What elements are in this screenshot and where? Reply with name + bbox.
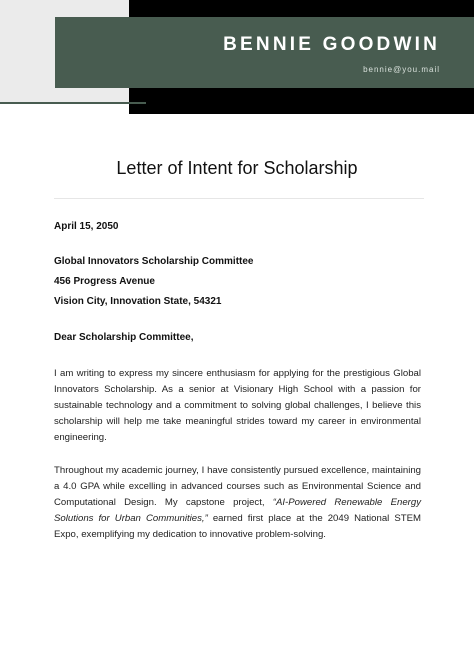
sender-email: bennie@you.mail [363,65,440,74]
recipient-line-1: Global Innovators Scholarship Committee [54,256,254,267]
paragraph-2-text-start: Throughout my academic journey, I have consistently pursued excellence, maintaining a 4.0 GPA while excelling in advanced courses such as Environmental Science and Computational Design. My capstone project, [54,465,421,508]
salutation: Dear Scholarship Committee, [54,332,194,343]
letter-title: Letter of Intent for Scholarship [116,158,358,178]
header-accent-rule [0,102,146,104]
letter-date: April 15, 2050 [54,221,119,232]
recipient-line-2: 456 Progress Avenue [54,276,155,287]
sender-name: BENNIE GOODWIN [223,34,440,55]
recipient-line-3: Vision City, Innovation State, 54321 [54,296,222,307]
body-paragraph-1: I am writing to express my sincere enthusiasm for applying for the prestigious Global Innovators Scholarship. As a senior at Visionary High School with a passion for sustainable technology and a commitment to solving global challenges, I believe this scholarship will help me take meaningful strides toward my career in environmental engineering. [54,368,421,443]
body-paragraph-2 [54,463,421,543]
title-divider [54,198,424,199]
paragraph-2-text-end: earned first place at the 2049 National STEM Expo, exemplifying my dedication to innovative problem-solving. [54,513,421,540]
capstone-project-title: “AI-Powered Renewable Energy Solutions for Urban Communities,” [54,497,421,524]
